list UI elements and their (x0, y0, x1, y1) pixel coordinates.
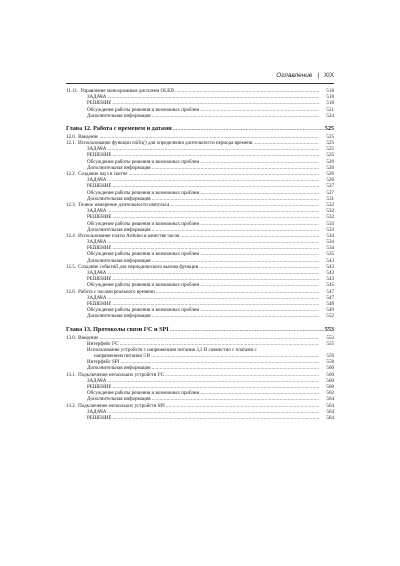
page-number: 534 (326, 232, 334, 239)
page-number: 531 (326, 195, 334, 202)
page-number: 560 (326, 371, 334, 378)
page-number: 555 (326, 340, 334, 347)
title-text: ЗАДАЧА (87, 239, 107, 246)
title-text: напряжением питания 5 В (94, 353, 151, 360)
section-number: 12.1. (66, 140, 77, 147)
page-number: 535 (326, 251, 334, 258)
page-number: 549 (326, 307, 334, 314)
title-text: РЕШЕНИЕ (87, 300, 112, 307)
section-number: 11.11. (66, 87, 79, 94)
page-number: 518 (326, 100, 334, 107)
toc-chapter-heading[interactable] (66, 125, 334, 132)
title-text: Дополнительная информация (87, 365, 151, 372)
page-number: 533 (326, 220, 334, 227)
header-separator: | (317, 72, 320, 79)
title-text: Обсуждение работы решения и возможных проблем (87, 307, 200, 314)
running-header (66, 72, 334, 83)
page-number: 562 (326, 390, 334, 397)
dot-leader (112, 415, 319, 421)
title-text: ЗАДАЧА (87, 377, 107, 384)
entry-title (87, 415, 111, 421)
page-number: 518 (326, 87, 334, 94)
page-number: 545 (326, 282, 334, 289)
page-number: 533 (326, 226, 334, 233)
title-text: Введение (78, 133, 99, 140)
page-number: 525 (326, 146, 334, 153)
page-number: 527 (326, 189, 334, 196)
title-text: Интерфейс SPI (87, 359, 120, 366)
page-number: 525 (326, 140, 334, 147)
page-number: 543 (326, 263, 334, 270)
title-text: Обсуждение работы решения и возможных проблем (87, 251, 200, 258)
section-number: 13.2. (66, 402, 77, 409)
page-number: 564 (326, 414, 334, 421)
page-number: 526 (326, 158, 334, 165)
title-text: Обсуждение работы решения и возможных проблем (87, 189, 200, 196)
page-number: 547 (326, 288, 334, 295)
title-text: Подключение нескольких устройств SPI (78, 402, 165, 409)
title-text: Обсуждение работы решения и возможных проблем (87, 220, 200, 227)
title-text: РЕШЕНИЕ (87, 183, 112, 190)
title-text: Обсуждение работы решения и возможных проблем (87, 390, 200, 397)
title-part: для определения длительности периода времени (146, 140, 253, 147)
title-text: Подключение нескольких устройств I²C (78, 371, 165, 378)
title-text: Использование платы Arduino в качестве часов (78, 232, 180, 239)
section-number: 12.3. (66, 201, 77, 208)
page-number: 564 (326, 402, 334, 409)
dot-leader (170, 326, 324, 333)
title-text: Работа с часами реального времени (78, 288, 155, 295)
title-text: ЗАДАЧА (87, 177, 107, 184)
page-number: 553 (326, 334, 334, 341)
title-text: ЗАДАЧА (87, 408, 107, 415)
title-text: Использование устройств с напряжением питания 3,3 В совместно с платами с (87, 346, 257, 353)
title-text: РЕШЕНИЕ (87, 245, 112, 252)
page-number: 543 (326, 270, 334, 277)
page-number: 521 (326, 106, 334, 113)
title-text: Точное измерение длительности импульса (78, 201, 170, 208)
dot-leader (152, 313, 319, 319)
title-text: Обсуждение работы решения и возможных проблем (87, 282, 200, 289)
table-of-contents (66, 88, 334, 421)
page-number: 560 (326, 365, 334, 372)
title-text: Создание событий для периодического вызова функции (78, 263, 199, 270)
title-text: Создание пауз в скетче (78, 171, 128, 178)
title-text: ЗАДАЧА (87, 208, 107, 215)
title-part: Использование функции (78, 140, 133, 147)
page-number: 558 (326, 359, 334, 366)
entry-title (87, 313, 151, 319)
page-number: 556 (326, 353, 334, 360)
header-section-title: Оглавление (276, 72, 313, 79)
page-number: 543 (326, 276, 334, 283)
entry-title (87, 113, 151, 119)
page-number: 526 (326, 171, 334, 178)
page-number: 547 (326, 294, 334, 301)
page-number: 534 (326, 239, 334, 246)
page-number: 560 (326, 377, 334, 384)
chapter-title: Глава 13. Протоколы связи I²C и SPI (66, 325, 169, 333)
title-text: Дополнительная информация (87, 164, 151, 171)
toc-subsection-entry[interactable] (66, 113, 334, 119)
page-number: 532 (326, 201, 334, 208)
section-number: 13.0. (66, 334, 77, 341)
page-number: 525 (326, 133, 334, 140)
title-text: РЕШЕНИЕ (87, 414, 112, 421)
page-number: 526 (326, 177, 334, 184)
title-text: Введение (78, 334, 99, 341)
page-number: 534 (326, 245, 334, 252)
dot-leader (173, 125, 324, 132)
title-text: Дополнительная информация (87, 195, 151, 202)
title-text: Интерфейс I²C (87, 340, 119, 347)
dot-leader (152, 113, 319, 119)
function-name: millis() (132, 140, 147, 147)
section-number: 12.5. (66, 263, 77, 270)
page-number: 526 (326, 164, 334, 171)
page-number: 532 (326, 214, 334, 221)
chapter-title: Глава 12. Работа с временем и датами (66, 124, 172, 132)
title-text: ЗАДАЧА (87, 270, 107, 277)
page-number: 543 (326, 257, 334, 264)
page-number: 552 (326, 313, 334, 320)
section-number: 12.6. (66, 288, 77, 295)
title-text: РЕШЕНИЕ (87, 214, 112, 221)
title-text: РЕШЕНИЕ (87, 276, 112, 283)
title-text: Дополнительная информация (87, 112, 151, 119)
header-page-number: XIX (324, 72, 334, 79)
toc-subsection-entry[interactable] (66, 415, 334, 421)
header-rule (66, 83, 334, 84)
title-text: РЕШЕНИЕ (87, 384, 112, 391)
title-text: РЕШЕНИЕ (87, 100, 112, 107)
page-number: 532 (326, 208, 334, 215)
title-text: РЕШЕНИЕ (87, 152, 112, 159)
page-number: 548 (326, 300, 334, 307)
toc-subsection-entry[interactable] (66, 313, 334, 319)
title-text: ЗАДАЧА (87, 294, 107, 301)
title-text: Обсуждение работы решения и возможных проблем (87, 158, 200, 165)
page-number: 564 (326, 396, 334, 403)
page-number: 525 (324, 124, 334, 132)
section-number: 13.1. (66, 371, 77, 378)
page-number: 564 (326, 408, 334, 415)
title-text: ЗАДАЧА (87, 94, 107, 101)
page-number: 524 (326, 112, 334, 119)
section-number: 12.2. (66, 171, 77, 178)
page-number: 525 (326, 152, 334, 159)
title-text: Обсуждение работы решения и возможных проблем (87, 106, 200, 113)
page-number: 553 (324, 325, 334, 333)
section-number: 12.0. (66, 133, 77, 140)
page-number: 518 (326, 94, 334, 101)
title-text: Управление монохромным дисплеем OLED (80, 87, 174, 94)
title-text: ЗАДАЧА (87, 146, 107, 153)
page-number: 527 (326, 183, 334, 190)
title-text: Дополнительная информация (87, 396, 151, 403)
title-text: Дополнительная информация (87, 313, 151, 320)
section-number: 12.4. (66, 232, 77, 239)
title-text: Дополнительная информация (87, 226, 151, 233)
page-number: 560 (326, 384, 334, 391)
title-text: Дополнительная информация (87, 257, 151, 264)
toc-chapter-heading[interactable] (66, 326, 334, 333)
